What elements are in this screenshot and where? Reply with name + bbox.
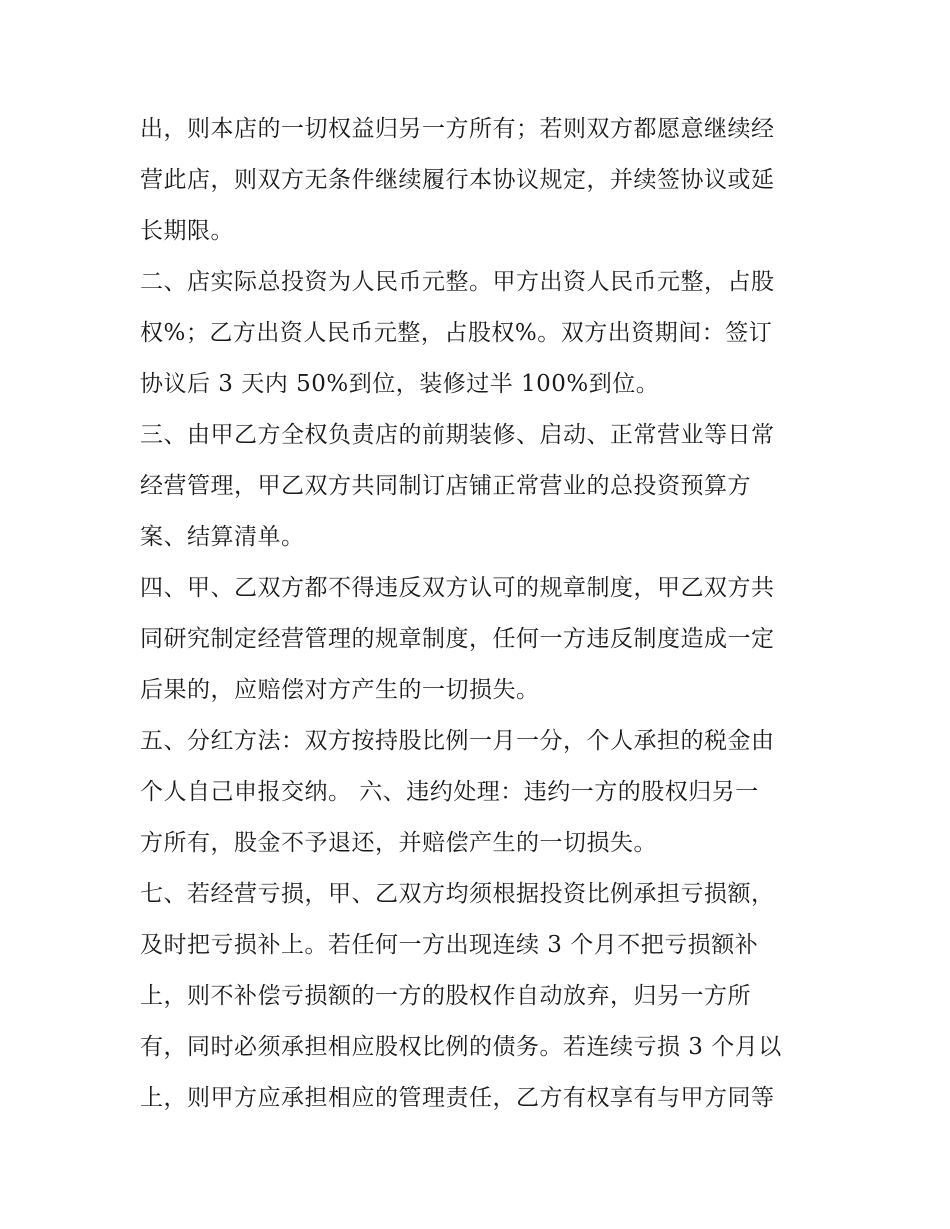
text-line: 个人自己申报交纳。 六、违约处理：违约一方的股权归另一: [140, 779, 759, 805]
text-line: 三、由甲乙方全权负责店的前期装修、启动、正常营业等日常: [140, 422, 775, 448]
text-line: 长期限。: [140, 218, 234, 244]
text-line: 上，则不补偿亏损额的一方的股权作自动放弃，归另一方所: [140, 983, 751, 1009]
text-line: 五、分红方法：双方按持股比例一月一分，个人承担的税金由: [140, 728, 775, 754]
text-line: 同研究制定经营管理的规章制度，任何一方违反制度造成一定: [140, 626, 775, 652]
text-line: 权%；乙方出资人民币元整，占股权%。双方出资期间：签订: [140, 320, 773, 346]
text-line: 及时把亏损补上。若任何一方出现连续 3 个月不把亏损额补: [140, 932, 759, 958]
text-line: 二、店实际总投资为人民币元整。甲方出资人民币元整，占股: [140, 269, 775, 295]
text-line: 四、甲、乙双方都不得违反双方认可的规章制度，甲乙双方共: [140, 575, 775, 601]
text-line: 后果的，应赔偿对方产生的一切损失。: [140, 677, 540, 703]
text-line: 出，则本店的一切权益归另一方所有；若则双方都愿意继续经: [140, 116, 775, 142]
document-body: [140, 104, 812, 1124]
text-line: 协议后 3 天内 50%到位，装修过半 100%到位。: [140, 371, 660, 397]
text-line: 七、若经营亏损，甲、乙双方均须根据投资比例承担亏损额，: [140, 881, 775, 907]
text-line: 经营管理，甲乙双方共同制订店铺正常营业的总投资预算方: [140, 473, 751, 499]
text-line: 上，则甲方应承担相应的管理责任，乙方有权享有与甲方同等: [140, 1085, 775, 1111]
text-line: 有，同时必须承担相应股权比例的债务。若连续亏损 3 个月以: [140, 1034, 782, 1060]
text-line: 营此店，则双方无条件继续履行本协议规定，并续签协议或延: [140, 167, 775, 193]
text-line: 案、结算清单。: [140, 524, 305, 550]
text-line: 方所有，股金不予退还，并赔偿产生的一切损失。: [140, 830, 657, 856]
